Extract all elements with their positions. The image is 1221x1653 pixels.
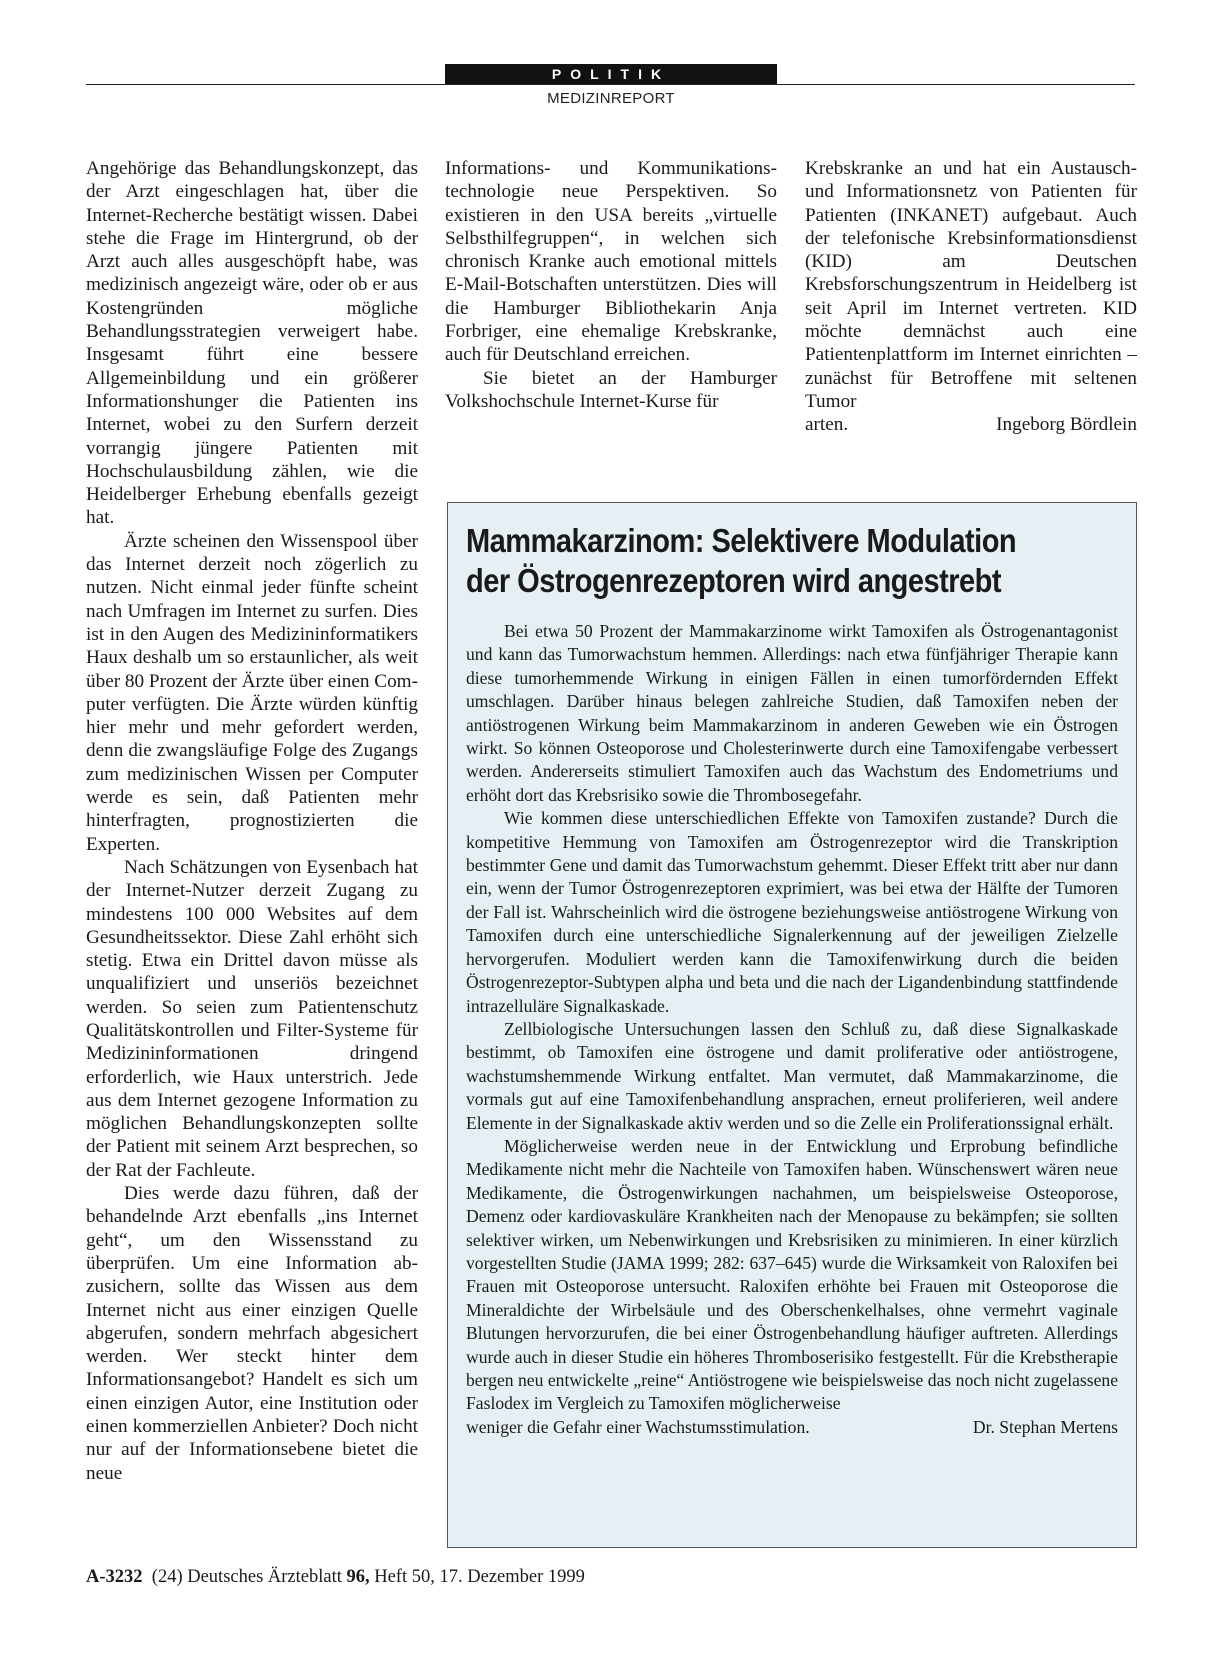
box-signature-line [466, 1416, 1118, 1439]
box-paragraph: Wie kommen diese unterschiedlichen Effekte von Tamoxifen zustande? Durch die kompetitive Hemmung von Tamoxifen am Östrogenrezeptor wird die Transkription bestimmter Gene und damit das Tumorwachstum gehemmt. Dieser Effekt tritt aber nur dann ein, wenn der Tumor Östrogenrezeptoren exprimiert, was bei etwa der Hälfte der Tumoren der Fall ist. Wahrscheinlich wird die östrogene beziehungsweise antiöstrogene Wirkung von Tamoxifen durch eine unterschiedliche Signalerkennung auf der jeweiligen Zielzelle hervorgerufen. Moduliert werden kann die Tamoxifenwirkung durch die beiden Östrogenrezeptor-Subtypen alpha und beta und die nach der Ligandenbindung stattfindende intrazelluläre Signalkaskade. [466, 808, 1118, 1016]
box-body [466, 620, 1118, 1439]
signature-line [805, 413, 1137, 436]
author-signature: Ingeborg Bördlein [996, 414, 1137, 436]
article-column-3 [805, 157, 1137, 437]
page-footer [86, 1567, 585, 1588]
box-title-line: Mammakarzinom: Selektivere Modulation [466, 522, 1017, 559]
box-last-line: weniger die Gefahr einer Wachstumsstimulation. [466, 1416, 810, 1437]
header-rule [86, 84, 1135, 85]
article-column-1 [86, 157, 418, 1485]
issue-date: Heft 50, 17. Dezember 1999 [374, 1567, 585, 1587]
paragraph: Krebskranke an und hat ein Austausch- und Informationsnetz von Patienten für Patienten (INKANET) aufgebaut. Auch der telefonische Krebsinformationsdienst (KID) am Deutschen Krebsforschungszentrum in Heidelberg ist seit April im Internet vertreten. KID möchte demnächst auch eine Patientenplattform im Internet einrichten – zunächst für Betroffene mit seltenen Tumor [805, 158, 1137, 412]
box-paragraph: Bei etwa 50 Prozent der Mammakarzinome wirkt Tamoxifen als Östrogenantagonist und kann das Tumorwachstum hemmen. Allerdings: nach etwa fünfjähriger Therapie kann diese tumorhemmende Wirkung in einigen Fällen in einen tumorfördernden Effekt umschlagen. Darüber hinaus belegen zahlreiche Studien, daß Tamoxifen neben der antiöstrogenen Wirkung beim Mammakarzinom in anderen Geweben wie ein Östrogen wirkt. So können Osteoporose und Cholesterinwerte durch eine Tamoxifengabe verbessert werden. Andererseits stimuliert Tamoxifen auch das Wachstum des Endometriums und erhöht dort das Krebsrisiko sowie die Thrombosegefahr. [466, 621, 1118, 805]
box-paragraph: Möglicherweise werden neue in der Entwicklung und Erprobung befindliche Medikamente nicht mehr die Nachteile von Tamoxifen haben. Wünschenswert wären neue Medikamente, die Östrogenwirkungen nachahmen, um beispielsweise Osteoporose, Demenz oder kardiovaskuläre Krankheiten nach der Menopause zu bekämpfen; sie sollten selektiver wirken, um Nebenwirkungen und Krebsrisiken zu minimieren. In einer kürzlich vorgestellten Studie (JAMA 1999; 282: 637–645) wurde die Wirksamkeit von Raloxifen bei Frauen mit Osteoporose untersucht. Raloxifen erhöhte bei Frauen mit Osteoporose die Mineraldichte der Wirbelsäule und des Oberschenkelhalses, ohne vermehrt vaginale Blutungen hervorzurufen, die bei einer Östrogenbehandlung häufiger auftreten. Allerdings wurde auch in dieser Studie ein höheres Thromboserisiko festgestellt. Für die Krebstherapie bergen neu entwickelte „reine“ Antiöstrogene wie beispielsweise das noch nicht zugelassene Faslodex im Vergleich zu Tamoxifen möglicherweise [466, 1135, 1118, 1414]
paragraph: Nach Schätzungen von Eysenbach hat der Internet-Nutzer derzeit Zugang zu mindestens 100 000 Websites auf dem Gesundheitssektor. Diese Zahl erhöht sich stetig. Etwa ein Drittel davon müsse als unqualifiziert und unseriös bezeichnet werden. So seien zum Patientenschutz Qualitätskontrollen und Filter-Systeme für Medizininformationen dringend erforderlich, wie Haux unterstrich. Jede aus dem Internet gezogene Information zu möglichen Behandlungskonzepten sollte der Patient mit seinem Arzt besprechen, so der Rat der Fachleute. [86, 856, 418, 1181]
paragraph: Ärzte scheinen den Wissenspool über das Internet derzeit noch zögerlich zu nutzen. Nicht einmal jeder fünfte scheint nach Umfragen im Internet zu surfen. Dies ist in den Augen des Medizininformatikers Haux deshalb um so erstaunlicher, als weit über 80 Prozent der Ärzte über einen Computer verfügten. Die Ärzte würden künftig hier mehr und mehr gefordert werden, denn die zwangsläufige Folge des Zugangs zum medizinischen Wissen per Computer werde es sein, daß Patienten mehr hinterfragten, prognostizierten die Experten. [86, 530, 418, 855]
sidebar-box [447, 502, 1137, 1548]
box-title-line: der Östrogenrezeptoren wird angestrebt [466, 562, 1002, 599]
box-title [466, 521, 1038, 601]
paragraph: Informations- und Kommunikationstechnologie neue Perspektiven. So existieren in den USA bereits „virtuelle Selbsthilfegruppen“, in welchen sich chronisch Kranke auch emotional mittels E-Mail-Botschaften unterstützen. Dies will die Hamburger Bibliothekarin Anja Forbriger, eine ehemalige Krebskranke, auch für Deutschland erreichen. [445, 158, 777, 366]
section-label: POLITIK [445, 64, 777, 84]
box-author-signature: Dr. Stephan Mertens [972, 1416, 1118, 1437]
paragraph: Angehörige das Behandlungskonzept, das der Arzt eingeschlagen hat, über die Internet-Recherche bestätigt wissen. Dabei stehe die Frage im Hintergrund, ob der Arzt auch alles ausgeschöpft habe, was medizinisch angezeigt wäre, oder ob er aus Kostengründen mögliche Behandlungsstrategien verweigert habe. Insgesamt führt eine bessere Allgemeinbildung und ein größerer Informationshunger die Patienten ins Internet, wobei zu den Surfern derzeit vorrangig jüngere Patienten mit Hochschulausbildung zählen, wie die Heidelberger Erhebung ebenfalls gezeigt hat. [86, 158, 418, 529]
page-number: (24) [151, 1567, 183, 1587]
journal-name: Deutsches Ärzteblatt [187, 1567, 342, 1587]
last-word: arten. [805, 414, 849, 436]
volume: 96, [346, 1567, 370, 1587]
paragraph: Sie bietet an der Hamburger Volkshochschule Internet-Kurse für [445, 367, 777, 412]
paragraph: Dies werde dazu führen, daß der behandelnde Arzt ebenfalls „ins Internet geht“, um den Wissensstand zu überprüfen. Um eine Information abzusichern, sollte das Wissen aus dem Internet nicht aus einer einzigen Quelle abgerufen, sondern mehrfach abgesichert werden. Wer steckt hinter dem Informationsangebot? Handelt es sich um einen einzigen Autor, eine Institution oder einen kommerziellen Anbieter? Doch nicht nur auf der Informationsebene bietet die neue [86, 1183, 418, 1484]
article-column-2 [445, 157, 777, 413]
page-id: A-3232 [86, 1567, 143, 1587]
subsection-label: MEDIZINREPORT [547, 90, 675, 107]
box-paragraph: Zellbiologische Untersuchungen lassen den Schluß zu, daß diese Signalkaskade bestimmt, ob Tamoxifen eine östrogene und damit proliferative oder antiöstrogene, wachstumshemmende Wirkung entfaltet. Man vermutet, daß Mammakarzinome, die vormals gut auf eine Tamoxifenbehandlung ansprachen, erneut proliferieren, weil andere Elemente in der Signalkaskade aktiv werden und so die Zelle ein Proliferationssignal erhält. [466, 1018, 1118, 1133]
